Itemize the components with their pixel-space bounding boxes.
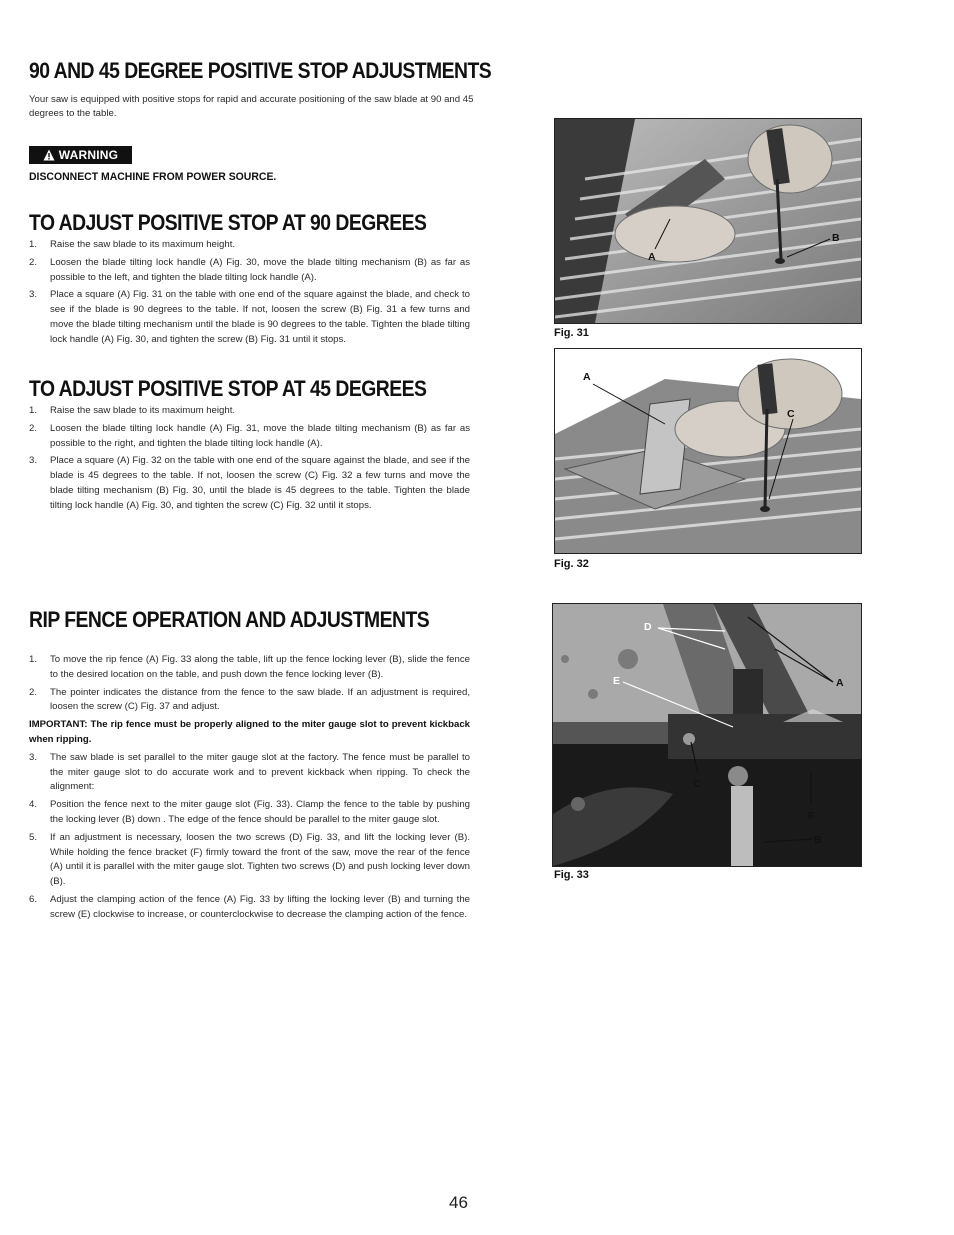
fig32-callout-c: C [787,408,795,420]
steps-45-degrees [29,404,470,517]
list-item: 3. Place a square (A) Fig. 31 on the table with one end of the square against the blade, and check to see if the blade is 90 degrees to the table. If not, loosen the screw (B) Fig. 31 a few turns and move the blade tilting mechanism until the blade is 90 degrees to the table. Tighten the blade tilting lock handle (A) Fig. 30, and tighten the screw (B) Fig. 31 until it stops. [29,289,470,345]
fig33-callout-d: D [644,621,652,633]
list-item: 2. Loosen the blade tilting lock handle (A) Fig. 30, move the blade tilting mechanism (B) as far as possible to the left, and tighten the blade tilting lock handle (A). [29,256,470,283]
figure-32-caption: Fig. 32 [554,558,589,570]
list-item: 3. The saw blade is set parallel to the miter gauge slot at the factory. The fence must be parallel to the miter gauge slot to do accurate work and to prevent kickback when ripping. To check the alignment: [29,751,470,793]
list-item: 5. If an adjustment is necessary, loosen the two screws (D) Fig. 33, and lift the locking lever (B). While holding the fence bracket (F) firmly toward the front of the saw, move the rear of the fence (A) until it is parallel with the miter gauge slot. Tighten two screws (D) and push locking lever down (B). [29,831,470,888]
warning-triangle-icon [43,149,55,161]
list-item: 3. Place a square (A) Fig. 32 on the table with one end of the square against the blade, and see if the blade is 45 degrees to the table. If not, loosen the screw (C) Fig. 32 a few turns and move the blade tilting mechanism (B) Fig. 30, until the blade is 45 degrees to the table. Tighten the blade tilting lock handle (A) Fig. 30, and tighten the screw (C) Fig. 32 until it stops. [29,455,470,511]
list-item: 2. Loosen the blade tilting lock handle (A) Fig. 31, move the blade tilting mechanism (B) as far as possible to the right, and tighten the blade tilting lock handle (A). [29,422,470,449]
fig33-callout-b: B [814,834,822,846]
rip-fence-body [29,653,470,926]
warning-label: WARNING [58,148,119,162]
fig33-callout-c: C [693,778,701,790]
list-item: 6. Adjust the clamping action of the fence (A) Fig. 33 by lifting the locking lever (B) and turning the screw (E) clockwise to increase, or counterclockwise to decrease the clamping action of the fence. [29,893,470,920]
steps-90-degrees [29,238,470,351]
warning-text: DISCONNECT MACHINE FROM POWER SOURCE. [29,171,277,183]
fig33-callout-f: F [808,810,815,822]
fig32-callout-a: A [583,371,591,383]
list-item: 2. The pointer indicates the distance from the fence to the saw blade. If an adjustment is required, loosen the screw (C) Fig. 37 and adjust. [29,686,470,713]
figure-31-caption: Fig. 31 [554,327,589,339]
steps-rip-fence-a [29,653,470,715]
figure-33-photo [552,603,862,867]
warning-badge [29,146,132,164]
figure-31-photo [554,118,862,324]
list-item: 4. Position the fence next to the miter gauge slot (Fig. 33). Clamp the fence to the table by pushing the locking lever (B) down . The edge of the fence should be parallel to the miter gauge slot. [29,799,470,825]
page-number: 46 [449,1193,468,1212]
fig33-callout-e: E [613,675,621,687]
important-note: IMPORTANT: The rip fence must be properly aligned to the miter gauge slot to prevent kickback when ripping. [29,719,470,745]
section-title-45-degrees: TO ADJUST POSITIVE STOP AT 45 DEGREES [29,376,427,401]
fig33-callout-a: A [836,677,844,689]
fig31-callout-a: A [648,251,656,263]
figure-32-photo [554,348,862,554]
list-item: 1. To move the rip fence (A) Fig. 33 along the table, lift up the fence locking lever (B), slide the fence to the desired location on the table, and push down the fence locking lever (B). [29,654,470,680]
list-item: 1. Raise the saw blade to its maximum height. [29,239,236,250]
section-title-90-degrees: TO ADJUST POSITIVE STOP AT 90 DEGREES [29,210,427,235]
list-item: 1. Raise the saw blade to its maximum height. [29,405,236,416]
section-title-rip-fence: RIP FENCE OPERATION AND ADJUSTMENTS [29,607,430,632]
section-title-positive-stops: 90 AND 45 DEGREE POSITIVE STOP ADJUSTMENTS [29,58,492,83]
steps-rip-fence-b [29,751,470,923]
intro-paragraph: Your saw is equipped with positive stops for rapid and accurate positioning of the saw blade at 90 and 45 degrees to the table. [29,94,474,119]
fig31-callout-b: B [832,232,840,244]
figure-33-caption: Fig. 33 [554,869,589,881]
